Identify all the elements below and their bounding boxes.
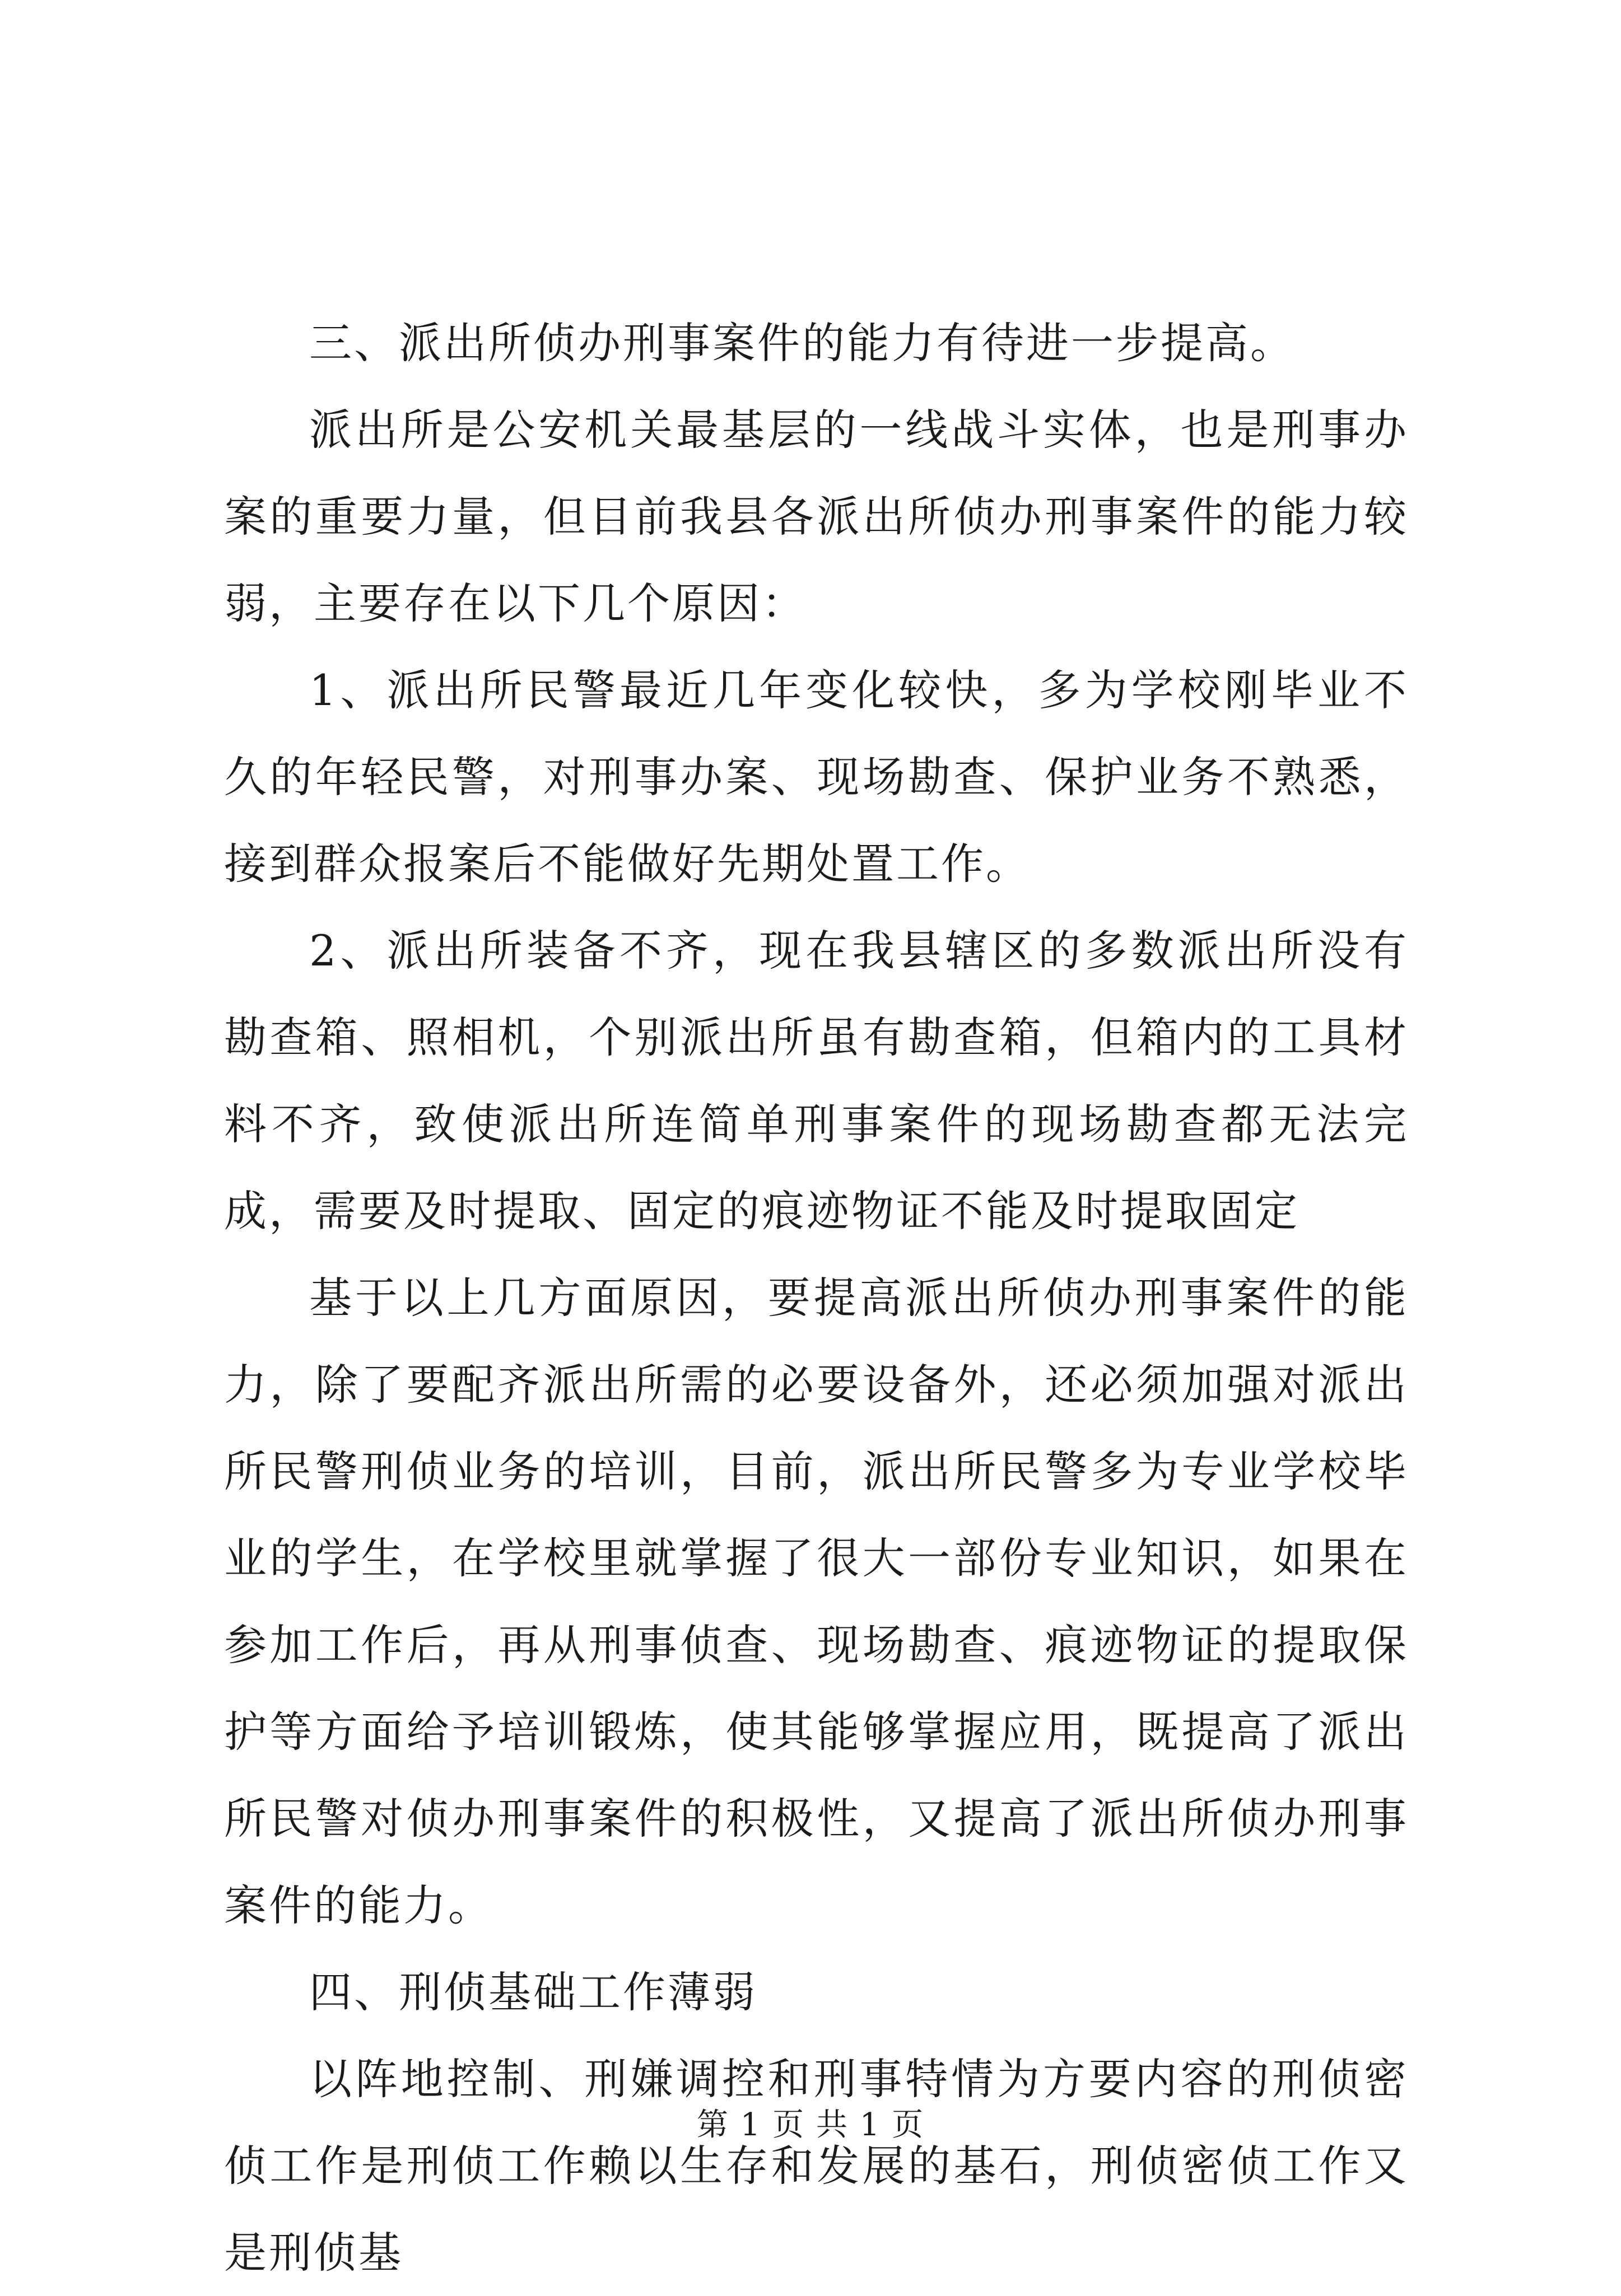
- page-footer: 第 1 页 共 1 页: [696, 2107, 925, 2143]
- paragraph: 以阵地控制、刑嫌调控和刑事特情为方要内容的刑侦密侦工作是刑侦工作赖以生存和发展的基石，刑侦密侦工作又是刑侦基: [224, 2054, 1409, 2278]
- list-item-2: 2、派出所装备不齐，现在我县辖区的多数派出所没有勘查箱、照相机，个别派出所虽有勘查箱，但箱内的工具材料不齐，致使派出所连简单刑事案件的现场勘查都无法完成，需要及时提取、固定的痕迹物证不能及时提取固定: [224, 926, 1409, 1236]
- list-item-1: 1、派出所民警最近几年变化较快，多为学校刚毕业不久的年轻民警，对刑事办案、现场勘查、保护业务不熟悉，接到群众报案后不能做好先期处置工作。: [224, 665, 1409, 889]
- section-heading-4: 四、刑侦基础工作薄弱: [309, 1967, 757, 2017]
- section-heading-3: 三、派出所侦办刑事案件的能力有待进一步提高。: [309, 318, 1295, 368]
- paragraph: 基于以上几方面原因，要提高派出所侦办刑事案件的能力，除了要配齐派出所需的必要设备外，还必须加强对派出所民警刑侦业务的培训，目前，派出所民警多为专业学校毕业的学生，在学校里就掌握了很大一部份专业知识，如果在参加工作后，再从刑事侦查、现场勘查、痕迹物证的提取保护等方面给予培训锻炼，使其能够掌握应用，既提高了派出所民警对侦办刑事案件的积极性，又提高了派出所侦办刑事案件的能力。: [224, 1273, 1409, 1930]
- paragraph: 派出所是公安机关最基层的一线战斗实体，也是刑事办案的重要力量，但目前我县各派出所侦办刑事案件的能力较弱，主要存在以下几个原因：: [224, 405, 1409, 628]
- document-body: [224, 300, 1409, 2296]
